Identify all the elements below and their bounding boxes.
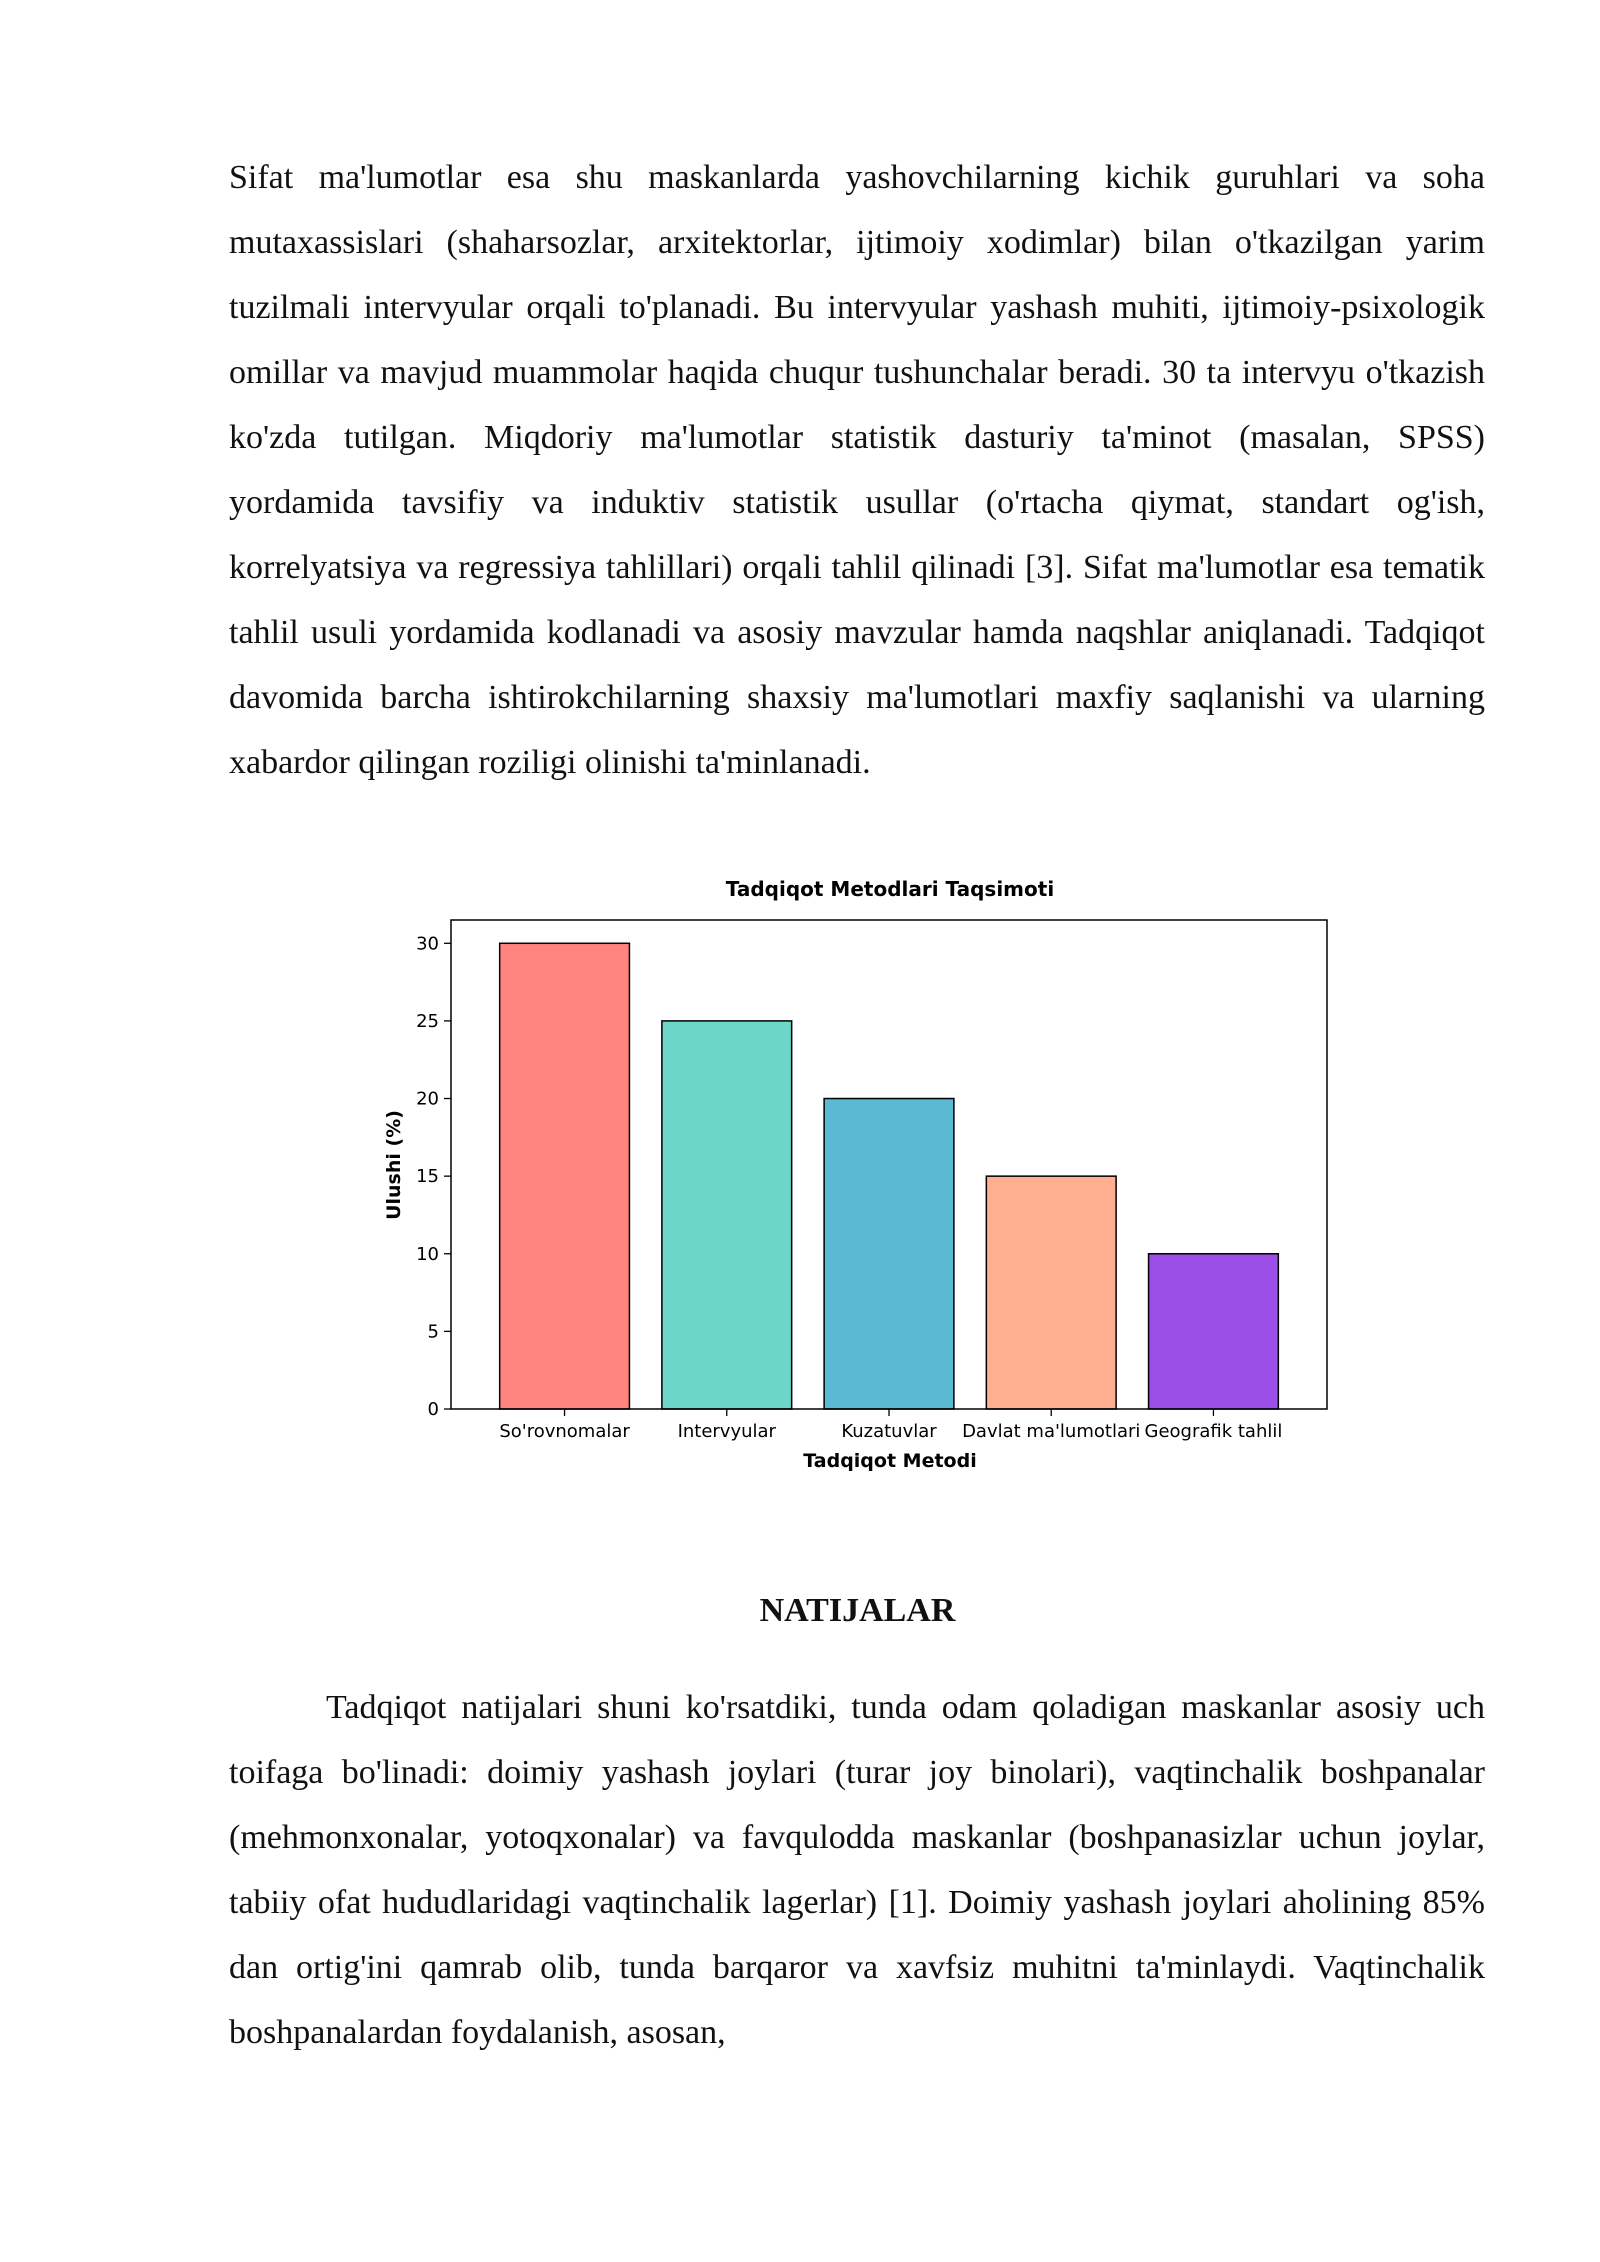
y-tick-label: 0 [427, 1399, 439, 1420]
x-axis-ticks [499, 1409, 1282, 1442]
bars-group [500, 943, 1279, 1409]
y-axis-label: Ulushi (%) [383, 1110, 405, 1220]
body-paragraph: Tadqiqot natijalari shuni ko'rsatdiki, tunda odam qoladigan maskanlar asosiy uch toifaga bo'linadi: doimiy yashash joylari (turar joy binolari), vaqtinchalik boshpanalar (mehmonxonalar, yotoqxonalar) va favqulodda maskanlar (boshpanasizlar uchun joylar, tabiiy ofat hududlaridagi vaqtinchalik lagerlar) [1]. Doimiy yashash joylari aholining 85% dan ortig'ini qamrab olib, tunda barqaror va xavfsiz muhitni ta'minlaydi. Vaqtinchalik boshpanalardan foydalanish, asosan, [229, 1689, 1485, 2051]
x-tick-label: Kuzatuvlar [841, 1421, 937, 1442]
bar-chart [360, 865, 1340, 1480]
chart-title: Tadqiqot Metodlari Taqsimoti [725, 877, 1055, 901]
y-tick-label: 30 [416, 933, 439, 955]
y-tick-label: 10 [416, 1243, 439, 1265]
x-tick-label: Intervyular [677, 1421, 776, 1442]
x-tick-label: Davlat ma'lumotlari [962, 1421, 1141, 1442]
y-tick-label: 15 [416, 1166, 439, 1188]
bar [662, 1021, 792, 1409]
bar [986, 1176, 1116, 1409]
x-tick-label: So'rovnomalar [499, 1421, 630, 1442]
y-tick-label: 25 [416, 1010, 439, 1032]
bar [824, 1099, 954, 1409]
x-tick-label: Geografik tahlil [1144, 1421, 1283, 1442]
bar [500, 943, 630, 1409]
y-tick-label: 5 [427, 1321, 439, 1343]
y-axis-ticks [416, 933, 451, 1420]
section-heading: NATIJALAR [759, 1592, 956, 1629]
body-paragraph: Sifat ma'lumotlar esa shu maskanlarda yashovchilarning kichik guruhlari va soha mutaxassislari (shaharsozlar, arxitektorlar, ijtimoiy xodimlar) bilan o'tkazilgan yarim tuzilmali intervyular orqali to'planadi. Bu intervyular yashash muhiti, ijtimoiy-psixologik omillar va mavjud muammolar haqida chuqur tushunchalar beradi. 30 ta intervyu o'tkazish ko'zda tutilgan. Miqdoriy ma'lumotlar statistik dasturiy ta'minot (masalan, SPSS) yordamida tavsifiy va induktiv statistik usullar (o'rtacha qiymat, standart og'ish, korrelyatsiya va regressiya tahlillari) orqali tahlil qilinadi [3]. Sifat ma'lumotlar esa tematik tahlil usuli yordamida kodlanadi va asosiy mavzular hamda naqshlar aniqlanadi. Tadqiqot davomida barcha ishtirokchilarning shaxsiy ma'lumotlari maxfiy saqlanishi va ularning xabardor qilingan roziligi olinishi ta'minlanadi. [229, 159, 1485, 781]
bar [1149, 1254, 1279, 1409]
y-tick-label: 20 [416, 1088, 439, 1110]
x-axis-label: Tadqiqot Metodi [803, 1450, 977, 1472]
